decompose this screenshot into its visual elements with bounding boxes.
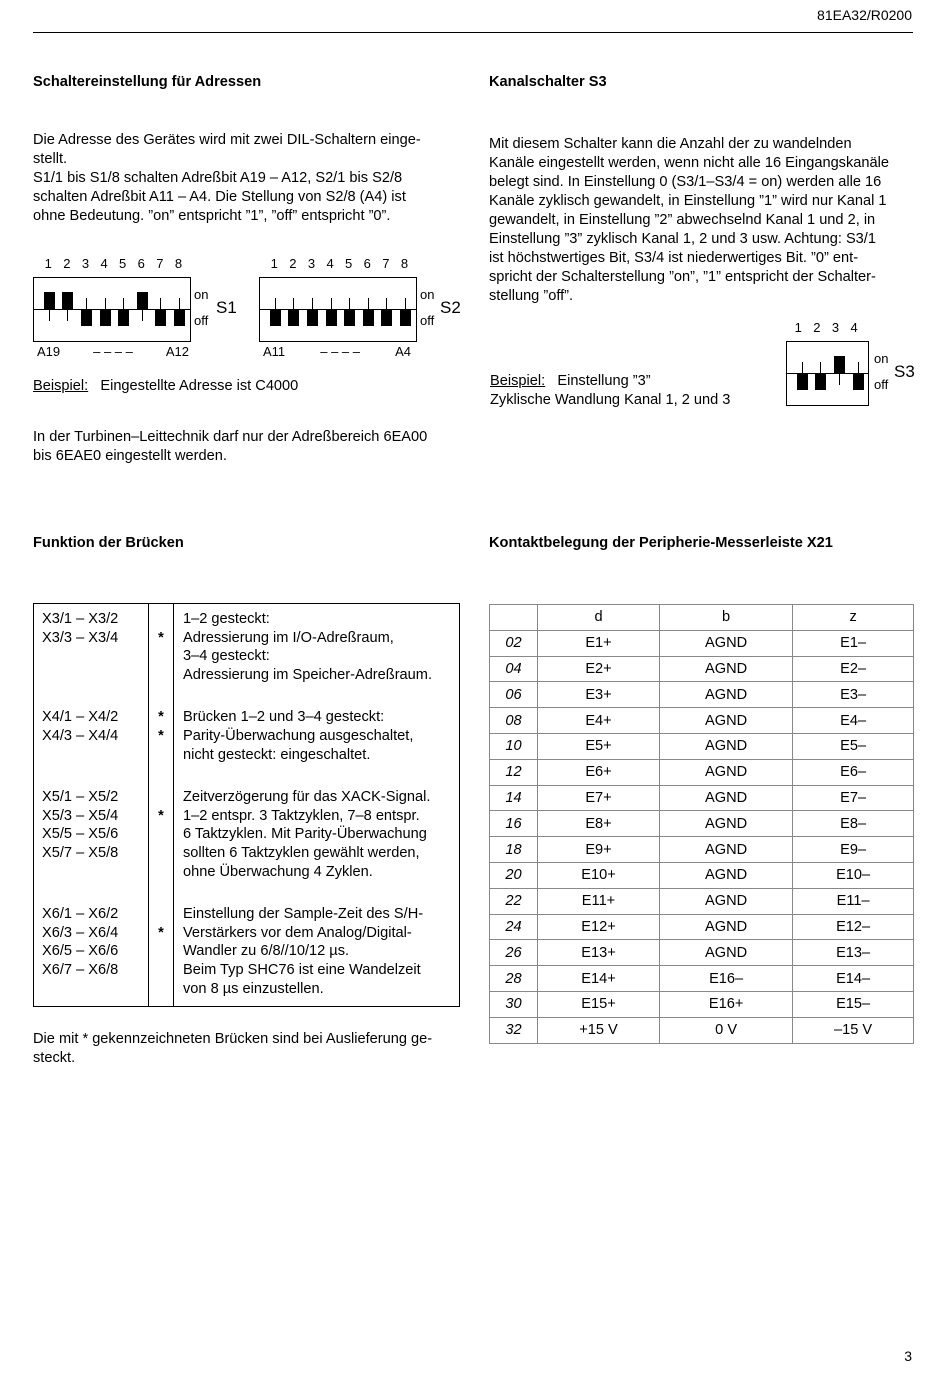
range-end: A4 [395,344,411,359]
bridge-pins-line: X6/7 – X6/8 [42,961,119,978]
switch-digit: 1 [270,256,278,271]
channel-line: stellung ”off”. [489,288,574,304]
signal-cell: AGND [660,837,793,863]
bridge-description-line: Einstellung der Sample-Zeit des S/H- [183,906,424,923]
switch-digit: 7 [156,256,164,271]
signal-cell: AGND [660,914,793,940]
pin-number: 20 [490,862,538,888]
signal-cell: E2+ [538,656,660,682]
signal-cell: E6+ [538,759,660,785]
dip-switch-s3 [786,320,926,410]
signal-cell: E1+ [538,630,660,656]
bridge-row [34,702,460,782]
signal-cell: E14– [793,966,914,992]
signal-cell: E5– [793,733,914,759]
bridge-description-line: ohne Überwachung 4 Zyklen. [183,863,373,880]
bridge-table [33,603,460,1007]
bridge-description-line: Zeitverzögerung für das XACK-Signal. [183,789,431,806]
pin-number: 16 [490,811,538,837]
channel-line: gewandelt, in Einstellung ”2” abwechselnd Kanal 1 und 2, in [489,212,876,228]
intro-line: schalten Adreßbit A11 – A4. Die Stellung von S2/8 (A4) ist [33,189,406,205]
default-mark-line [149,942,173,961]
switch-lever-off [363,309,374,326]
switch-name: S3 [894,362,915,381]
header-rule [33,32,913,33]
switch-lever-on [834,356,845,373]
signal-cell: E14+ [538,966,660,992]
intro-line: S1/1 bis S1/8 schalten Adreßbit A19 – A12, S2/1 bis S2/8 [33,170,403,186]
default-mark [149,782,174,899]
bridge-description [174,782,460,899]
default-mark-line: * [158,807,164,824]
bridge-description [174,899,460,1006]
switch-lever-off [81,309,92,326]
table-row [490,733,914,759]
default-mark-line [149,788,173,807]
address-example [33,378,298,394]
switch-lever-on [62,292,73,309]
pin-number: 28 [490,966,538,992]
switch-lever-off [118,309,129,326]
note-line: steckt. [33,1050,76,1066]
switch-digit: 5 [119,256,127,271]
switch-lever-off [100,309,111,326]
example-text: Einstellung ”3” [557,373,651,389]
pin-number: 24 [490,914,538,940]
table-row [490,656,914,682]
default-mark-line: * [158,629,164,646]
pin-number: 26 [490,940,538,966]
signal-cell: E12– [793,914,914,940]
intro-line: Die Adresse des Gerätes wird mit zwei DIL-Schaltern einge- [33,132,421,148]
default-mark [149,604,174,703]
range-start: A11 [263,344,286,359]
bridge-pins [34,702,149,782]
signal-cell: E4+ [538,708,660,734]
switch-digit: 1 [794,320,802,335]
bridge-description-line: 1–2 gesteckt: [183,611,270,627]
range-end: A12 [165,344,189,359]
bridge-pins-line: X4/1 – X4/2 [42,709,119,726]
pin-number: 14 [490,785,538,811]
on-label: on [420,287,435,302]
channel-line: Mit diesem Schalter kann die Anzahl der zu wandelnden [489,136,852,152]
default-mark-line: * [158,727,164,744]
column-header: d [538,605,660,631]
signal-cell: AGND [660,862,793,888]
bridge-description-line: Wandler zu 6/8//10/12 µs. [183,943,350,960]
switch-body [786,341,869,406]
default-mark-line [149,825,173,844]
signal-cell: E1– [793,630,914,656]
switch-lever-off [307,309,318,326]
bridge-description-line: Adressierung im Speicher-Adreßraum. [183,666,432,683]
switch-digit: 7 [382,256,390,271]
signal-cell: E9+ [538,837,660,863]
turbine-note [33,428,463,466]
bridge-pins [34,782,149,899]
pin-number: 04 [490,656,538,682]
default-mark-line [149,610,173,629]
example-text2: Zyklische Wandlung Kanal 1, 2 und 3 [490,392,731,408]
bridge-description-line: Beim Typ SHC76 ist eine Wandelzeit [183,961,421,978]
switch-lever-off [797,373,808,390]
signal-cell: E7+ [538,785,660,811]
bridge-description-line: von 8 µs einzustellen. [183,980,324,997]
signal-cell: E15+ [538,991,660,1017]
bridge-description-line: 1–2 entspr. 3 Taktzyklen, 7–8 entspr. [183,807,420,824]
contact-table [489,604,914,1044]
bridge-description-line: Brücken 1–2 und 3–4 gesteckt: [183,709,385,726]
switch-digit: 8 [174,256,183,271]
dip-switch-s2 [259,256,479,366]
bridge-description-line: Adressierung im I/O-Adreßraum, [183,629,394,646]
signal-cell: AGND [660,811,793,837]
table-row [490,837,914,863]
signal-cell: AGND [660,940,793,966]
bridge-pins-line: X6/1 – X6/2 [42,906,119,923]
note-line: Die mit * gekennzeichneten Brücken sind bei Auslieferung ge- [33,1031,433,1047]
table-row [490,759,914,785]
switch-lever-on [44,292,55,309]
signal-cell: AGND [660,888,793,914]
pin-number: 32 [490,1017,538,1043]
signal-cell: AGND [660,785,793,811]
default-mark-line: * [158,709,164,726]
range-start: A19 [37,344,61,359]
document-id: 81EA32/R0200 [817,7,912,23]
bridge-pins-line: X3/3 – X3/4 [42,629,119,646]
bridge-pins [34,899,149,1006]
bridge-row [34,604,460,703]
default-mark-line [149,961,173,980]
signal-cell: E15– [793,991,914,1017]
bridge-description-line: 3–4 gesteckt: [183,648,270,665]
pin-number: 10 [490,733,538,759]
example-label: Beispiel: [490,373,546,389]
switch-digits [789,320,863,335]
channel-text [489,135,915,306]
bridge-description [174,604,460,703]
contact-header-row [490,605,914,631]
signal-cell: E16+ [660,991,793,1017]
bridge-row [34,899,460,1006]
bridge-description-line: 6 Taktzyklen. Mit Parity-Überwachung [183,826,427,843]
off-label: off [194,313,209,328]
switch-lever-off [853,373,864,390]
signal-cell: AGND [660,759,793,785]
switch-digits [265,256,414,271]
table-row [490,914,914,940]
default-mark [149,899,174,1006]
pin-number: 30 [490,991,538,1017]
intro-line: stellt. [33,151,68,167]
switch-lever-off [815,373,826,390]
table-row [490,708,914,734]
range-dashes: – – – – [93,344,133,359]
switch-lever-off [326,309,337,326]
channel-line: spricht der Schalterstellung ”on”, ”1” entspricht der Schalter- [489,269,876,285]
bridge-row [34,782,460,899]
signal-cell: AGND [660,656,793,682]
switch-digit: 4 [326,256,334,271]
bridge-pins-line: X5/5 – X5/6 [42,826,119,843]
switch-lever-off [174,309,185,326]
switch-digit: 6 [137,256,145,271]
channel-line: Einstellung ”3” zyklisch Kanal 1, 2 und 3 usw. Achtung: S3/1 [489,231,876,247]
signal-cell: E8+ [538,811,660,837]
switch-digit: 6 [363,256,371,271]
signal-cell: AGND [660,708,793,734]
switch-lever-off [400,309,411,326]
channel-example [490,372,730,410]
bridge-pins-line: X5/1 – X5/2 [42,789,119,806]
dip-switch-s1 [33,256,253,366]
bridge-pins-line: X6/3 – X6/4 [42,924,119,941]
switch-lever-off [381,309,392,326]
signal-cell: –15 V [793,1017,914,1043]
table-row [490,811,914,837]
switch-name: S1 [216,298,237,317]
switch-digit: 2 [813,320,821,335]
signal-cell: E5+ [538,733,660,759]
bridge-description [174,702,460,782]
switch-digit: 4 [850,320,858,335]
signal-cell: E7– [793,785,914,811]
pin-number: 12 [490,759,538,785]
heading-bridges: Funktion der Brücken [33,535,184,551]
signal-cell: E12+ [538,914,660,940]
signal-cell: 0 V [660,1017,793,1043]
channel-line: ist höchstwertiges Bit, S3/4 ist niederwertiges Bit. ”0” ent- [489,250,859,266]
bridge-description-line: Verstärkers vor dem Analog/Digital- [183,924,412,941]
switch-digit: 4 [100,256,108,271]
bridge-pins-line: X5/7 – X5/8 [42,844,119,861]
bridge-description-line: Parity-Überwachung ausgeschaltet, [183,727,414,744]
switch-body [259,277,417,342]
example-label: Beispiel: [33,378,89,394]
table-row [490,630,914,656]
switch-lever-off [344,309,355,326]
table-row [490,940,914,966]
signal-cell: E16– [660,966,793,992]
switch-lever-on [137,292,148,309]
intro-line: ohne Bedeutung. ”on” entspricht ”1”, ”off” entspricht ”0”. [33,208,391,224]
signal-cell: E4– [793,708,914,734]
signal-cell: E2– [793,656,914,682]
signal-cell: E13– [793,940,914,966]
channel-line: Kanäle zyklisch gewandelt, in Einstellung ”1” wird nur Kanal 1 [489,193,887,209]
bridge-pins-line: X5/3 – X5/4 [42,807,119,824]
signal-cell: +15 V [538,1017,660,1043]
signal-cell: E9– [793,837,914,863]
switch-digit: 3 [307,256,316,271]
pin-number: 06 [490,682,538,708]
switch-digit: 1 [44,256,52,271]
switch-digit: 5 [345,256,353,271]
default-mark-line [149,905,173,924]
signal-cell: E8– [793,811,914,837]
switch-body [33,277,191,342]
switch-lever-off [155,309,166,326]
channel-line: belegt sind. In Einstellung 0 (S3/1–S3/4 = on) werden alle 16 [489,174,882,190]
pin-number: 22 [490,888,538,914]
signal-cell: E3– [793,682,914,708]
off-label: off [874,377,889,392]
signal-cell: E13+ [538,940,660,966]
channel-line: Kanäle eingestellt werden, wenn nicht alle 16 Eingangskanäle [489,155,889,171]
default-mark-line: * [158,924,164,941]
bridge-pins [34,604,149,703]
signal-cell: E3+ [538,682,660,708]
column-header [490,605,538,631]
bridge-pins-line: X3/1 – X3/2 [42,611,119,627]
table-row [490,785,914,811]
heading-channel-switch: Kanalschalter S3 [489,74,607,90]
signal-cell: AGND [660,682,793,708]
signal-cell: E11+ [538,888,660,914]
example-line [490,372,730,391]
default-mark-line [149,844,173,863]
switch-digit: 8 [400,256,409,271]
pin-number: 08 [490,708,538,734]
default-mark [149,702,174,782]
page-number: 3 [904,1348,912,1364]
off-label: off [420,313,435,328]
pin-number: 18 [490,837,538,863]
signal-cell: AGND [660,733,793,759]
bridge-note [33,1030,460,1068]
address-intro [33,131,460,226]
bridge-description-line: nicht gesteckt: eingeschaltet. [183,746,371,763]
column-header: b [660,605,793,631]
table-row [490,966,914,992]
heading-address-switches: Schaltereinstellung für Adressen [33,74,262,90]
switch-digit: 2 [63,256,71,271]
on-label: on [874,351,889,366]
on-label: on [194,287,209,302]
switch-lever-off [270,309,281,326]
switch-digit: 3 [81,256,90,271]
signal-cell: E6– [793,759,914,785]
switch-digits [39,256,188,271]
bridge-pins-line: X4/3 – X4/4 [42,727,119,744]
heading-contacts: Kontaktbelegung der Peripherie-Messerleiste X21 [489,535,833,551]
table-row [490,862,914,888]
signal-cell: AGND [660,630,793,656]
bridge-description-line: sollten 6 Taktzyklen gewählt werden, [183,844,420,861]
signal-cell: E10– [793,862,914,888]
example-text: Eingestellte Adresse ist C4000 [100,378,299,394]
note-line: bis 6EAE0 eingestellt werden. [33,448,227,464]
range-dashes: – – – – [320,344,361,359]
signal-cell: E10+ [538,862,660,888]
signal-cell: E11– [793,888,914,914]
address-range [263,344,411,359]
table-row [490,682,914,708]
switch-digit: 3 [831,320,840,335]
column-header: z [793,605,914,631]
switch-name: S2 [440,298,461,317]
switch-digit: 2 [289,256,297,271]
note-line: In der Turbinen–Leittechnik darf nur der Adreßbereich 6EA00 [33,429,428,445]
switch-lever-off [288,309,299,326]
table-row [490,888,914,914]
table-row [490,1017,914,1043]
pin-number: 02 [490,630,538,656]
table-row [490,991,914,1017]
bridge-pins-line: X6/5 – X6/6 [42,943,119,960]
address-range [37,344,189,359]
